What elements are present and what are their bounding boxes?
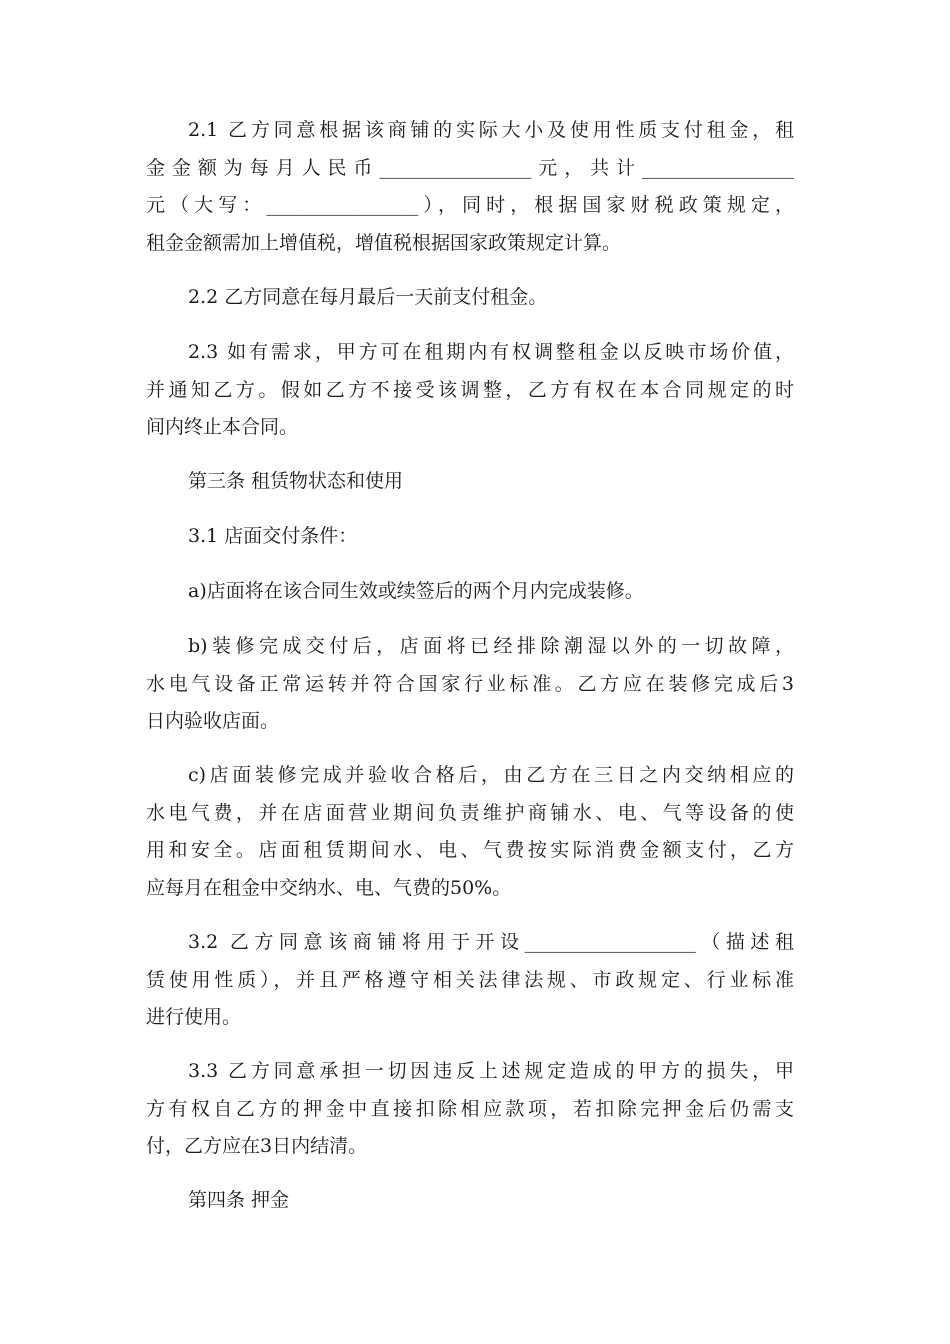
clause-3-3 — [146, 1053, 794, 1166]
clause-line: 3.3 乙方同意承担一切因违反上述规定造成的甲方的损失，甲 — [188, 1060, 794, 1082]
clause-3-2 — [146, 924, 794, 1037]
clause-line: 进行使用。 — [146, 1006, 242, 1028]
clause-line: 间内终止本合同。 — [146, 416, 299, 438]
clause-line: 日内验收店面。 — [146, 710, 280, 732]
clause-line: 赁使用性质），并且严格遵守相关法律法规、市政规定、行业标准 — [146, 968, 794, 991]
article-heading: 第三条 租赁物状态和使用 — [188, 470, 404, 492]
clause-3-1-c — [146, 757, 794, 907]
clause-3-1-b — [146, 628, 794, 741]
clause-line: 水电气设备正常运转并符合国家行业标准。乙方应在装修完成后3 — [146, 672, 794, 695]
article-heading: 第四条 押金 — [188, 1189, 290, 1211]
clause-line: 付，乙方应在3日内结清。 — [146, 1135, 368, 1157]
clause-line: 3.1 店面交付条件： — [188, 525, 358, 547]
clause-line: 2.1 乙方同意根据该商铺的实际大小及使用性质支付租金，租 — [188, 119, 794, 141]
clause-3-1-a — [146, 573, 794, 611]
clause-line: c)店面装修完成并验收合格后，由乙方在三日之内交纳相应的 — [188, 764, 794, 786]
clause-line: 2.2 乙方同意在每月最后一天前支付租金。 — [188, 286, 548, 308]
clause-line: 用和安全。店面租赁期间水、电、气费按实际消费金额支付，乙方 — [146, 839, 794, 861]
clause-line: 3.2 乙方同意该商铺将用于开设__________________（描述租 — [188, 931, 794, 953]
clause-line: 租金金额需加上增值税，增值税根据国家政策规定计算。 — [146, 231, 622, 254]
article-4-heading — [146, 1182, 794, 1220]
clause-line: 应每月在租金中交纳水、电、气费的50%。 — [146, 876, 512, 899]
clause-line: 并通知乙方。假如乙方不接受该调整，乙方有权在本合同规定的时 — [146, 378, 794, 401]
clause-3-1 — [146, 518, 794, 556]
article-3-heading — [146, 463, 794, 501]
clause-line: 2.3 如有需求，甲方可在租期内有权调整租金以反映市场价值， — [188, 341, 794, 363]
clause-line: 方有权自乙方的押金中直接扣除相应款项，若扣除完押金后仍需支 — [146, 1097, 794, 1120]
clause-line: a)店面将在该合同生效或续签后的两个月内完成装修。 — [188, 580, 644, 602]
clause-line: 水电气费，并在店面营业期间负责维护商铺水、电、气等设备的使 — [146, 801, 794, 824]
clause-line: 金金额为每月人民币________________元，共计________________ — [146, 156, 794, 179]
clause-2-2 — [146, 279, 794, 317]
clause-line: 元（大写：________________），同时，根据国家财税政策规定， — [146, 194, 794, 216]
clause-line: b)装修完成交付后，店面将已经排除潮湿以外的一切故障， — [188, 635, 794, 657]
clause-2-1 — [146, 112, 794, 262]
clause-2-3 — [146, 334, 794, 447]
